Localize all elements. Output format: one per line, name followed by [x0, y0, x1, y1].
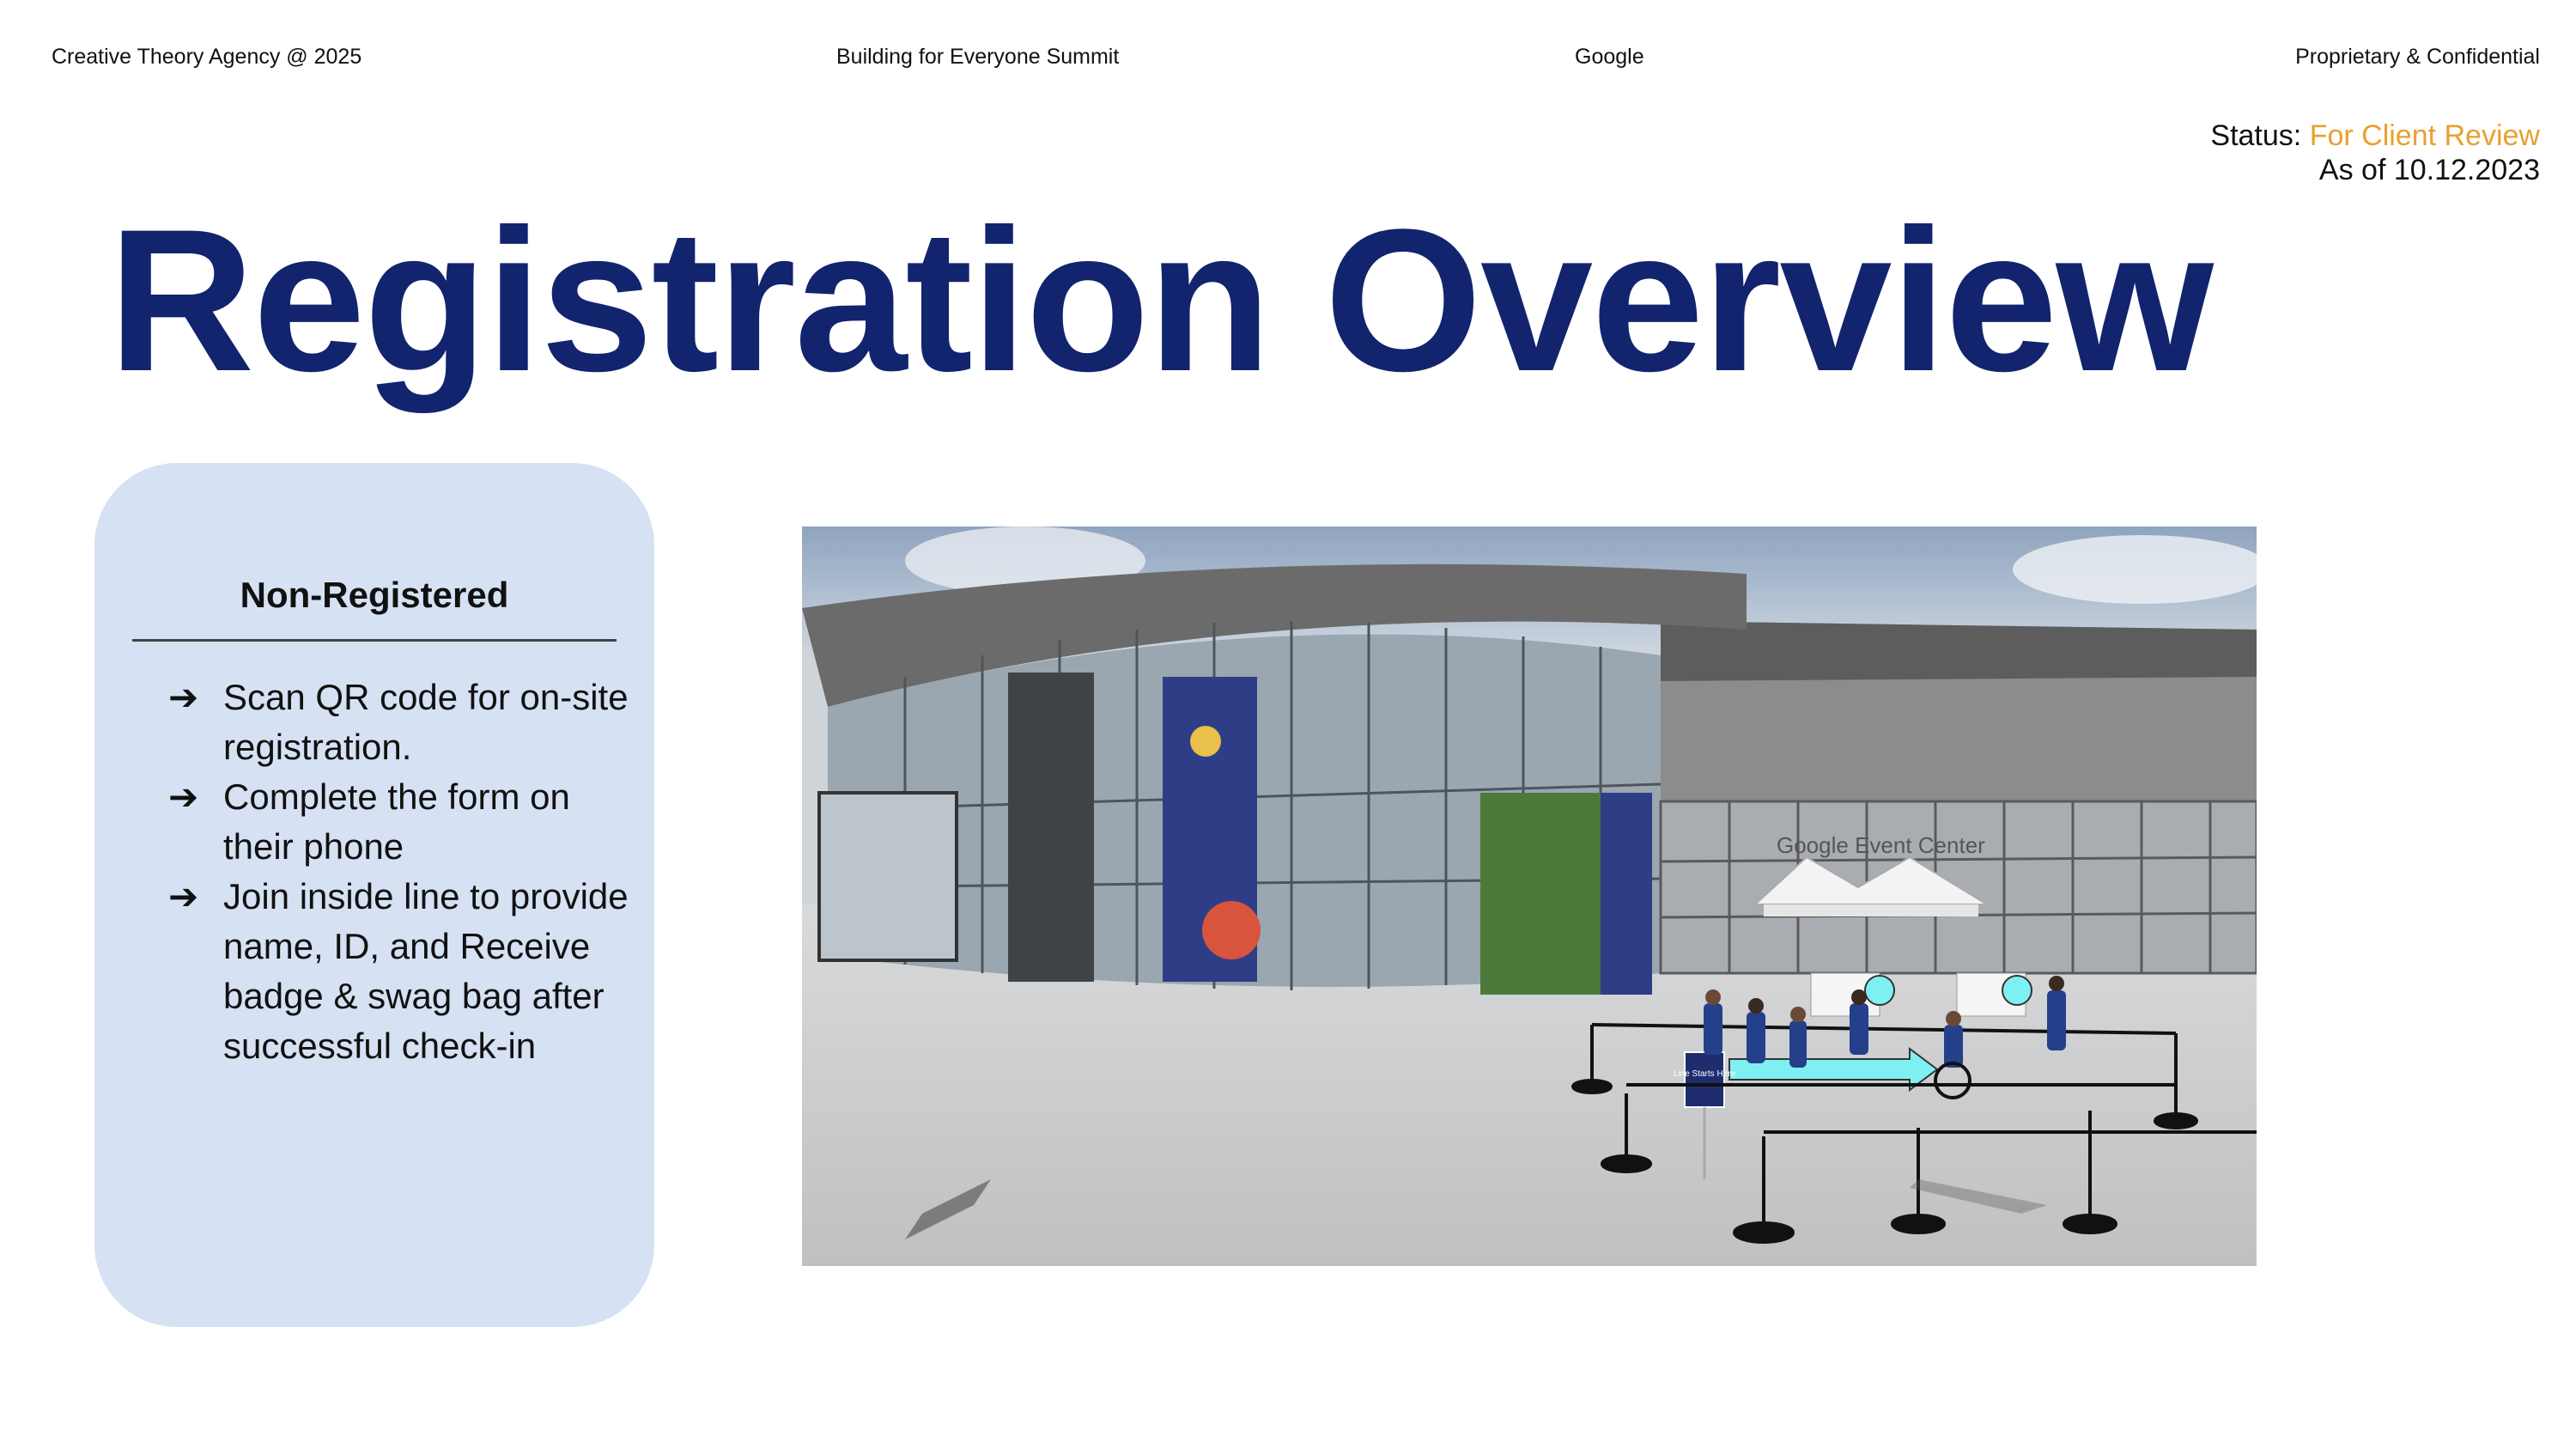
list-item [168, 772, 632, 872]
status-block [2210, 119, 2540, 187]
arrow-right-icon: ➔ [168, 876, 199, 916]
step-text: Join inside line to provide name, ID, and Receive badge & swag bag after successful check-in [223, 876, 629, 1066]
header-confidential: Proprietary & Confidential [2295, 45, 2540, 69]
line-start-sign [1685, 1052, 1724, 1107]
card-divider [132, 639, 617, 642]
list-item [168, 872, 632, 1071]
plant-wall [1480, 793, 1601, 995]
header-event-name: Building for Everyone Summit [836, 45, 1120, 69]
steps-list [168, 673, 632, 1071]
card-heading: Non-Registered [240, 575, 509, 615]
building-sign: Google Event Center [1777, 832, 1985, 858]
step-text: Scan QR code for on-site registration. [223, 677, 629, 767]
arrow-right-icon: ➔ [168, 677, 199, 717]
header-agency: Creative Theory Agency @ 2025 [52, 45, 362, 69]
list-item [168, 673, 632, 772]
status-value: For Client Review [2309, 119, 2540, 152]
status-date: As of 10.12.2023 [2318, 154, 2540, 186]
venue-illustration [802, 527, 2257, 1266]
line-sign-text: Line Starts Here [1673, 1069, 1736, 1079]
header-client: Google [1575, 45, 1644, 69]
status-line [2210, 119, 2540, 153]
status-label: Status: [2210, 119, 2302, 152]
non-registered-card [94, 463, 654, 1327]
arrow-right-icon: ➔ [168, 776, 199, 817]
step-text: Complete the form on their phone [223, 776, 570, 867]
venue-rendering [802, 527, 2257, 1266]
page-title: Registration Overview [108, 187, 2212, 414]
